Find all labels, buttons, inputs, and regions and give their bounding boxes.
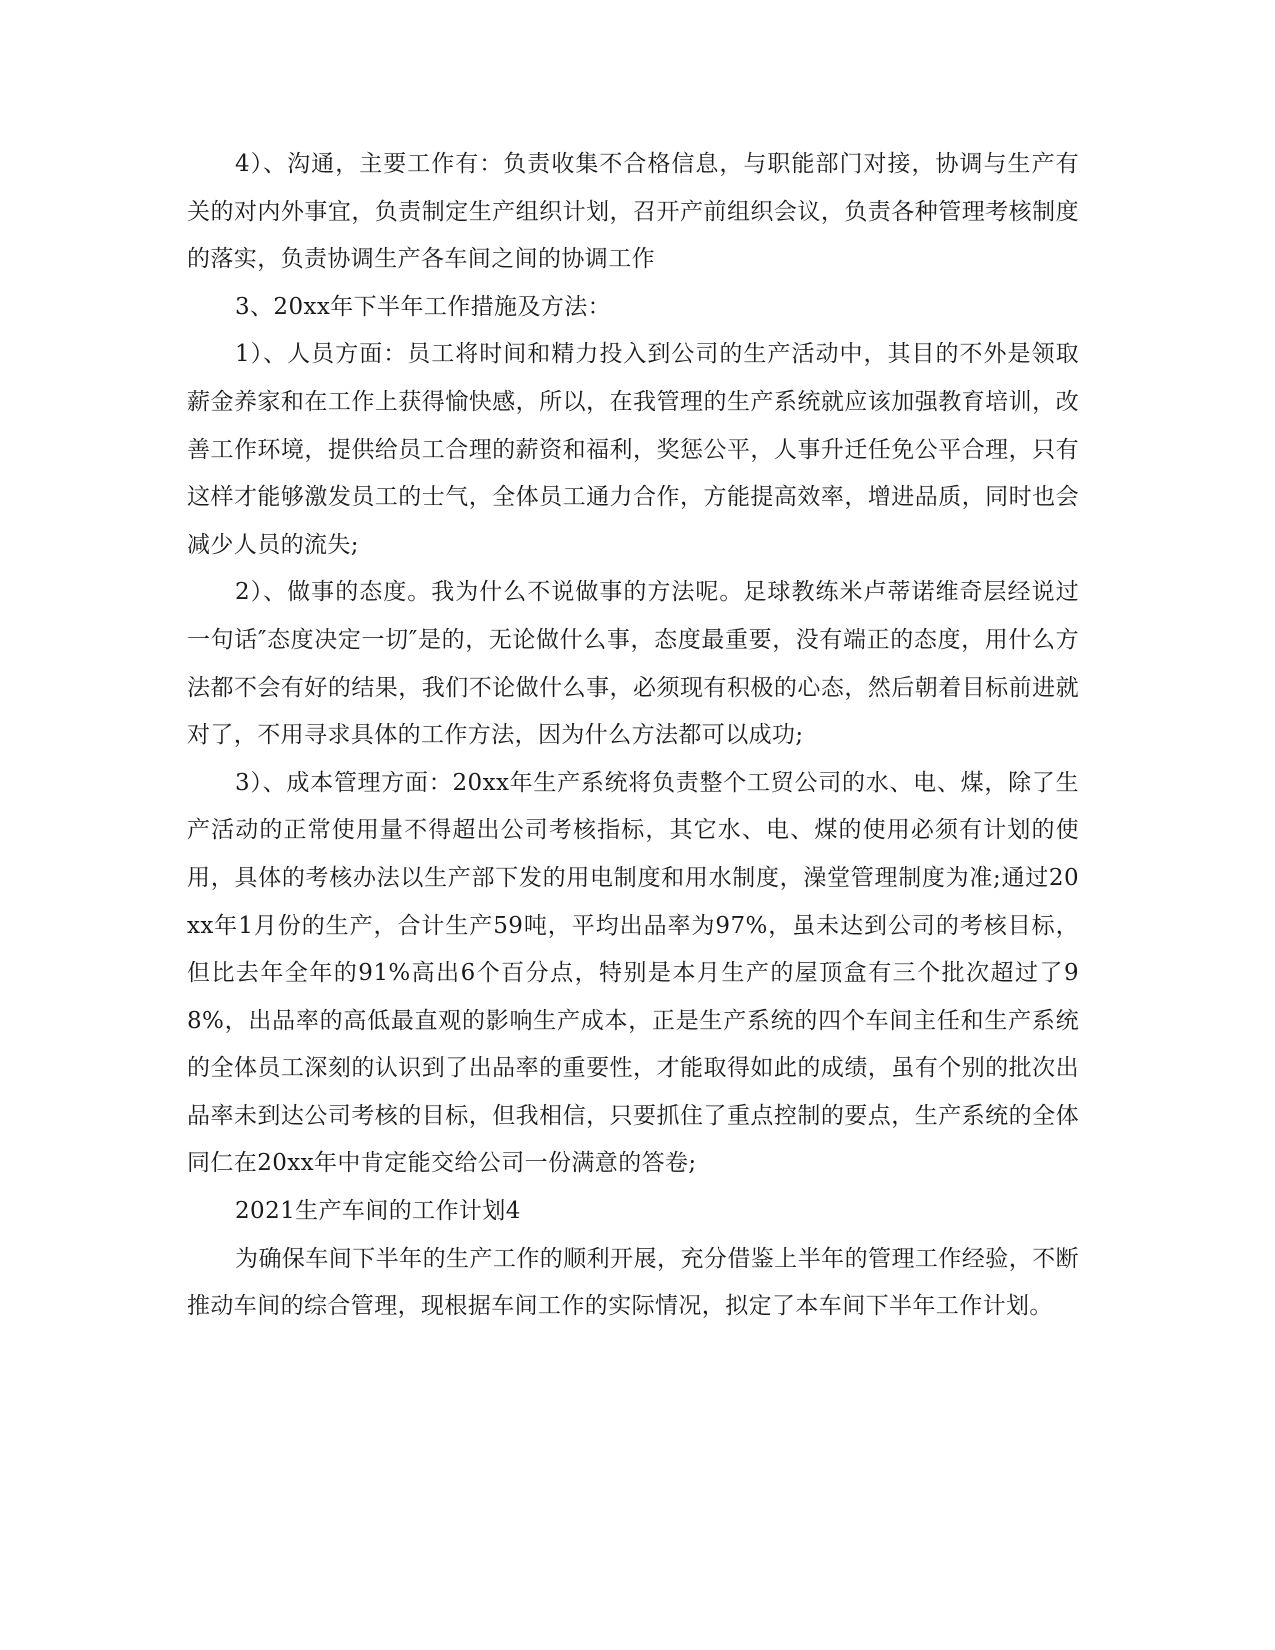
paragraph-cost-management: 3）、成本管理方面：20xx年生产系统将负责整个工贸公司的水、电、煤，除了生产活动的正常使用量不得超出公司考核指标，其它水、电、煤的使用必须有计划的使用，具体的考核办法以生产部下发的用电制度和用水制度，澡堂管理制度为准;通过20xx年1月份的生产，合计生产59吨，平均出品率为97%，虽未达到公司的考核目标，但比去年全年的91%高出6个百分点，特别是本月生产的屋顶盒有三个批次超过了98%，出品率的高低最直观的影响生产成本，正是生产系统的四个车间主任和生产系统的全体员工深刻的认识到了出品率的重要性，才能取得如此的成绩，虽有个别的批次出品率未到达公司考核的目标，但我相信，只要抓住了重点控制的要点，生产系统的全体同仁在20xx年中肯定能交给公司一份满意的答卷;: [187, 769, 1079, 1177]
section-title-plan-4: 2021生产车间的工作计划4: [235, 1198, 521, 1225]
paragraph-communication: 4）、沟通，主要工作有：负责收集不合格信息，与职能部门对接，协调与生产有关的对内外事宜，负责制定生产组织计划，召开产前组织会议，负责各种管理考核制度的落实，负责协调生产各车间之间的协调工作: [187, 151, 1079, 273]
paragraph-personnel: 1）、人员方面：员工将时间和精力投入到公司的生产活动中，其目的不外是领取薪金养家和在工作上获得愉快感，所以，在我管理的生产系统就应该加强教育培训，改善工作环境，提供给员工合理的薪资和福利，奖惩公平，人事升迁任免公平合理，只有这样才能够激发员工的士气，全体员工通力合作，方能提高效率，增进品质，同时也会减少人员的流失;: [187, 341, 1079, 558]
document-body: [187, 141, 1079, 1331]
paragraph-intro: 为确保车间下半年的生产工作的顺利开展，充分借鉴上半年的管理工作经验，不断推动车间的综合管理，现根据车间工作的实际情况，拟定了本车间下半年工作计划。: [187, 1245, 1079, 1320]
paragraph-attitude: 2）、做事的态度。我为什么不说做事的方法呢。足球教练米卢蒂诺维奇层经说过一句话″态度决定一切″是的，无论做什么事，态度最重要，没有端正的态度，用什么方法都不会有好的结果，我们不论做什么事，必须现有积极的心态，然后朝着目标前进就对了，不用寻求具体的工作方法，因为什么方法都可以成功;: [187, 579, 1079, 749]
section-heading-measures: 3、20xx年下半年工作措施及方法：: [235, 293, 612, 320]
